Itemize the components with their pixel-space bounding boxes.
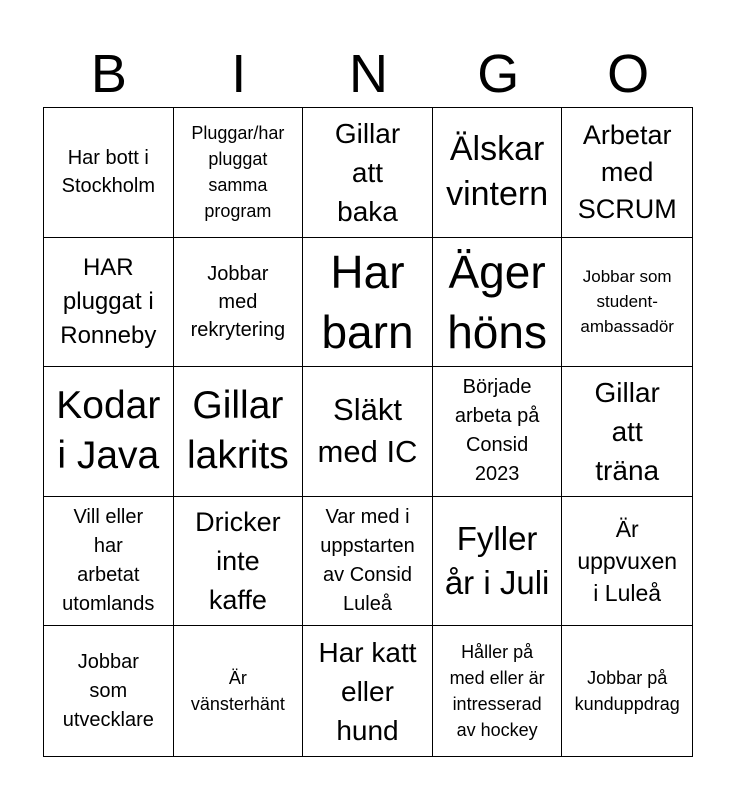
cell-line: Är <box>228 668 247 689</box>
cell-line: Gillar <box>334 117 401 149</box>
bingo-cell[interactable] <box>562 238 692 368</box>
cell-line: ambassadör <box>580 317 674 337</box>
cell-line: med IC <box>317 434 418 470</box>
bingo-cell[interactable] <box>44 238 174 368</box>
cell-line: vänsterhänt <box>190 694 285 715</box>
cell-text <box>195 503 281 620</box>
cell-line: vintern <box>446 175 549 214</box>
bingo-cell[interactable] <box>174 108 304 238</box>
bingo-cell[interactable] <box>44 367 174 497</box>
cell-line: träna <box>595 454 660 486</box>
bingo-cell[interactable] <box>174 367 304 497</box>
bingo-cell[interactable] <box>562 108 692 238</box>
cell-line: Jobbar <box>207 262 269 285</box>
cell-line: i Java <box>57 434 160 478</box>
cell-line: Har bott i <box>67 147 149 170</box>
cell-line: Jobbar <box>77 650 139 673</box>
cell-line: uppstarten <box>320 535 415 558</box>
cell-line: Stockholm <box>61 175 155 198</box>
cell-line: Är <box>615 516 639 543</box>
bingo-header <box>44 40 693 108</box>
bingo-cell[interactable] <box>303 497 433 627</box>
cell-line: Arbetar <box>582 119 672 150</box>
cell-line: pluggat i <box>62 287 154 315</box>
cell-text <box>56 381 160 481</box>
header-letter-g: G <box>477 44 520 104</box>
bingo-cell[interactable] <box>44 626 174 756</box>
cell-line: utvecklare <box>62 708 154 731</box>
bingo-cell[interactable] <box>174 626 304 756</box>
cell-line: Vill eller <box>73 506 144 529</box>
cell-text <box>445 517 550 605</box>
bingo-cell[interactable] <box>433 626 563 756</box>
cell-line: höns <box>447 305 547 358</box>
cell-text <box>63 648 154 735</box>
bingo-cell[interactable] <box>174 497 304 627</box>
cell-line: inte <box>216 545 260 576</box>
cell-text <box>446 127 548 217</box>
cell-line: år i Juli <box>444 564 550 602</box>
cell-text <box>60 251 156 353</box>
cell-line: som <box>89 679 128 702</box>
cell-line: Äger <box>448 245 546 298</box>
cell-line: program <box>204 201 272 222</box>
cell-line: arbetat <box>77 564 140 587</box>
bingo-cell[interactable] <box>433 238 563 368</box>
cell-line: Fyller <box>456 520 538 558</box>
cell-line: kaffe <box>208 584 267 615</box>
cell-line: att <box>351 156 384 188</box>
bingo-cell[interactable] <box>562 497 692 627</box>
cell-line: har <box>93 535 123 558</box>
cell-line: baka <box>337 195 398 227</box>
cell-text <box>187 381 289 481</box>
bingo-cell[interactable] <box>303 108 433 238</box>
bingo-cell[interactable] <box>174 238 304 368</box>
cell-line: Har <box>330 245 405 298</box>
cell-text <box>318 389 418 473</box>
cell-line: av Consid <box>323 564 412 587</box>
cell-line: Kodar <box>56 384 161 428</box>
cell-text <box>191 260 285 344</box>
cell-text <box>455 373 540 489</box>
cell-line: 2023 <box>474 463 520 486</box>
cell-line: arbeta på <box>454 405 540 428</box>
cell-line: Började <box>462 376 532 399</box>
header-letter-b: B <box>90 44 127 104</box>
cell-text <box>191 120 284 224</box>
cell-line: Gillar <box>594 376 660 408</box>
cell-line: Släkt <box>333 392 402 428</box>
cell-line: Dricker <box>195 506 281 537</box>
cell-line: Ronneby <box>60 321 157 349</box>
cell-line: Har katt <box>318 636 417 668</box>
cell-text <box>450 639 545 743</box>
cell-line: rekrytering <box>190 318 286 341</box>
cell-line: uppvuxen <box>577 548 678 575</box>
cell-text <box>595 373 660 490</box>
cell-text <box>335 114 400 231</box>
bingo-cell[interactable] <box>303 238 433 368</box>
cell-text <box>320 503 415 619</box>
bingo-cell[interactable] <box>562 367 692 497</box>
cell-line: kunduppdrag <box>574 694 680 715</box>
cell-text <box>318 633 416 750</box>
cell-text <box>575 665 680 717</box>
cell-line: SCRUM <box>577 193 677 224</box>
cell-text <box>321 242 413 362</box>
cell-line: intresserad <box>452 694 542 715</box>
bingo-cell[interactable] <box>303 626 433 756</box>
cell-line: pluggat <box>208 149 268 170</box>
cell-text <box>580 264 674 339</box>
cell-text <box>578 117 677 228</box>
cell-line: student- <box>596 292 658 312</box>
cell-line: utomlands <box>62 593 155 616</box>
cell-line: att <box>611 415 643 447</box>
cell-line: eller <box>341 675 394 707</box>
bingo-cell[interactable] <box>433 108 563 238</box>
bingo-cell[interactable] <box>303 367 433 497</box>
cell-line: i Luleå <box>593 580 662 607</box>
bingo-board <box>43 107 693 757</box>
cell-text <box>62 503 154 619</box>
cell-line: av hockey <box>456 720 538 741</box>
bingo-cell[interactable] <box>562 626 692 756</box>
cell-text <box>447 242 547 362</box>
cell-line: Pluggar/har <box>191 123 285 144</box>
cell-line: Luleå <box>343 593 392 616</box>
cell-text <box>577 513 677 609</box>
cell-line: med <box>600 156 654 187</box>
bingo-cell[interactable] <box>44 108 174 238</box>
cell-line: med eller är <box>449 668 545 689</box>
cell-line: Var med i <box>325 506 410 529</box>
cell-line: Håller på <box>461 642 534 663</box>
cell-line: Jobbar som <box>582 267 672 287</box>
cell-line: Jobbar på <box>587 668 668 689</box>
cell-line: barn <box>321 305 414 358</box>
cell-line: samma <box>208 175 268 196</box>
cell-line: Gillar <box>192 384 284 428</box>
header-letter-i: I <box>231 44 247 104</box>
cell-text <box>191 665 285 717</box>
cell-line: Consid <box>465 434 529 457</box>
cell-text <box>62 144 155 200</box>
cell-line: hund <box>336 714 399 746</box>
bingo-cell[interactable] <box>44 497 174 627</box>
bingo-cell[interactable] <box>433 367 563 497</box>
cell-line: lakrits <box>186 434 289 478</box>
bingo-cell[interactable] <box>433 497 563 627</box>
header-letter-n: N <box>348 44 388 104</box>
cell-line: HAR <box>82 253 134 281</box>
cell-line: med <box>218 290 258 313</box>
header-letter-o: O <box>607 44 650 104</box>
cell-line: Älskar <box>449 130 545 169</box>
